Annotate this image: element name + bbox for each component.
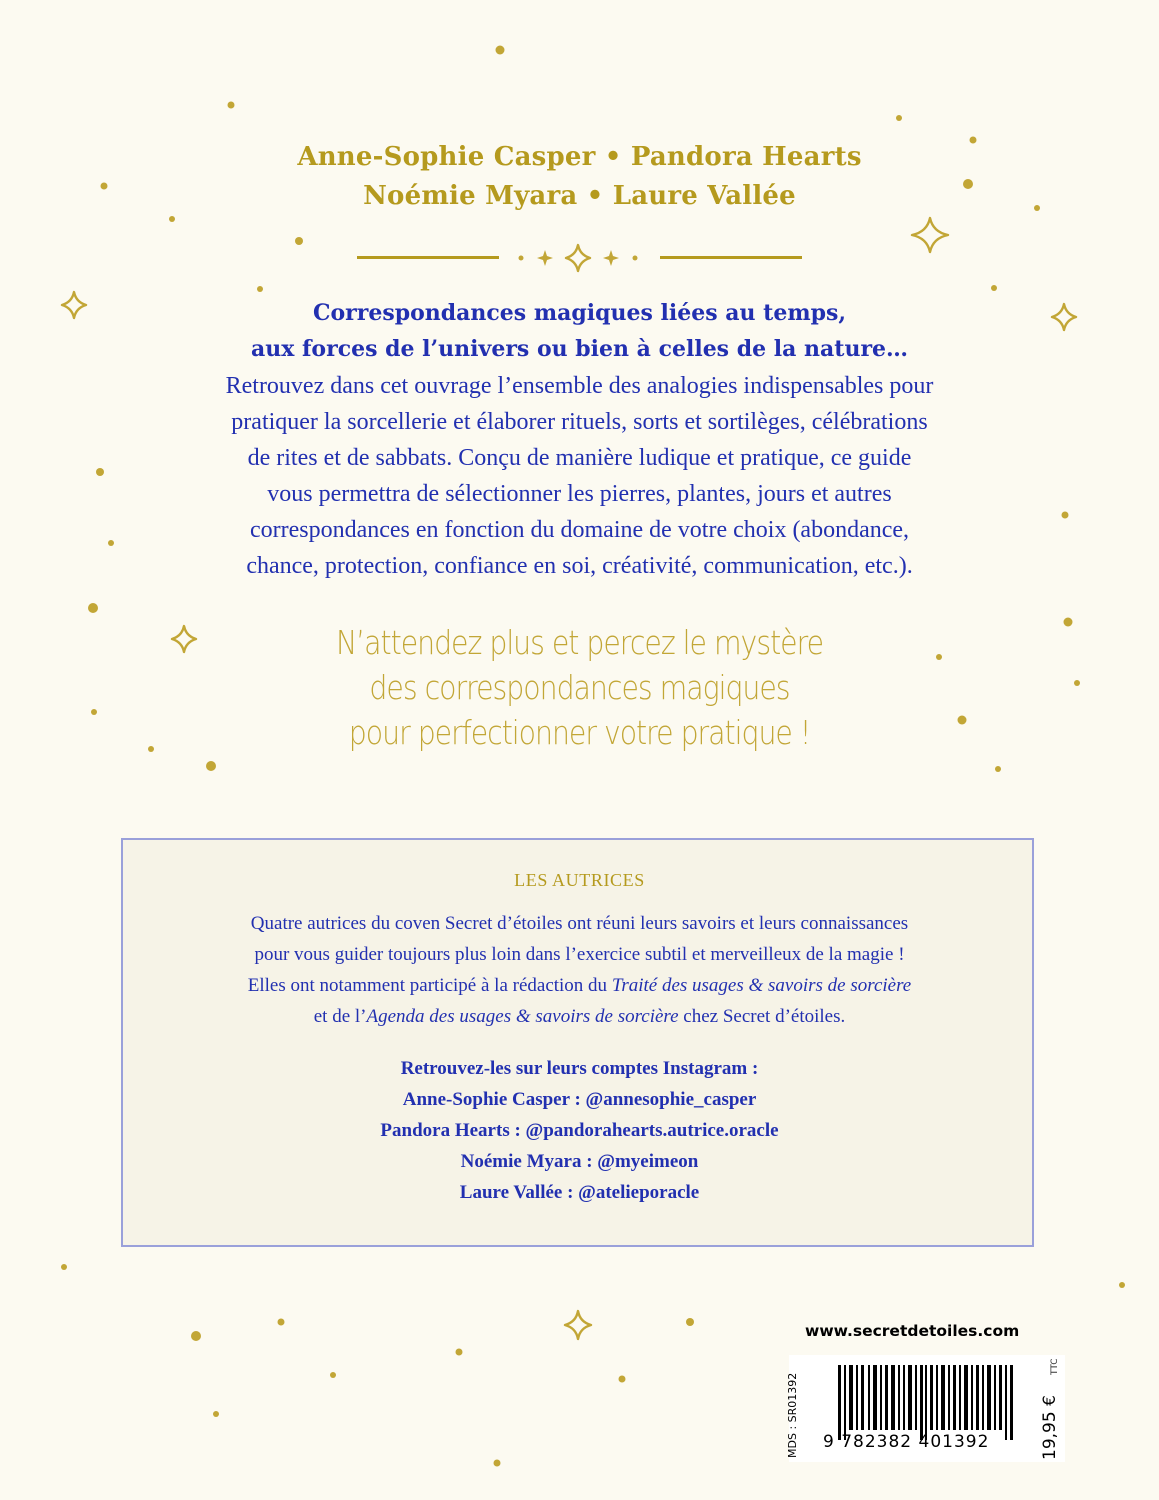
star-dot (1119, 1282, 1125, 1288)
star-dot (619, 1376, 626, 1383)
text-segment: et de l’ (313, 1006, 367, 1027)
star-dot (61, 1264, 67, 1270)
book-title: Agenda des usages & savoirs de sorcière (366, 1006, 679, 1027)
divider-line-right (660, 256, 802, 259)
tagline-line: pour perfectionner votre pratique ! (348, 713, 811, 752)
body-line: chance, protection, confiance en soi, créativité, communication, etc.). (246, 553, 913, 579)
star-dot (496, 46, 505, 55)
body-line: vous permettra de sélectionner les pierres, plantes, jours et autres (267, 481, 892, 507)
star-dot (456, 1349, 463, 1356)
barcode-digits: 9 782382 401392 (823, 1432, 990, 1452)
divider-line-left (357, 256, 499, 259)
sparkle-icon (566, 245, 590, 271)
star-dot (278, 1319, 285, 1326)
star-dot (213, 1411, 219, 1417)
star-dot (494, 1460, 501, 1467)
divider-cross (537, 250, 553, 266)
website-link[interactable]: www.secretdetoiles.com (805, 1322, 1020, 1340)
authors-box-line: pour vous guider toujours plus loin dans l’exercice subtil et merveilleux de la magie ! (254, 944, 905, 965)
instagram-handle: Pandora Hearts : @pandorahearts.autrice.oracle (380, 1120, 779, 1141)
tagline-line: N’attendez plus et percez le mystère (335, 623, 824, 662)
star-dot (991, 285, 997, 291)
lead-line-2: aux forces de l’univers ou bien à celles de la nature… (250, 336, 909, 362)
star-dot (228, 102, 235, 109)
text-segment: chez Secret d’étoiles. (678, 1006, 846, 1027)
body-line: correspondances en fonction du domaine de votre choix (abondance, (249, 517, 910, 543)
price: 19,95 € (1040, 1395, 1060, 1460)
mds-code: MDS : SR01392 (786, 1372, 799, 1458)
instagram-handle: Noémie Myara : @myeimeon (460, 1151, 699, 1172)
instagram-handle: Anne-Sophie Casper : @annesophie_casper (402, 1089, 757, 1110)
instagram-handle: Laure Vallée : @ateliероracle (459, 1182, 700, 1203)
body-line: de rites et de sabbats. Conçu de manière ludique et pratique, ce guide (247, 445, 912, 471)
body-line: pratiquer la sorcellerie et élaborer rituels, sorts et sortilèges, célébrations (231, 409, 928, 435)
star-dot (295, 237, 303, 245)
star-dot (257, 286, 263, 292)
instagram-title: Retrouvez-les sur leurs comptes Instagram : (400, 1058, 759, 1079)
divider-dot (633, 256, 638, 261)
tagline-line: des correspondances magiques (369, 668, 790, 707)
star-dot (88, 603, 98, 613)
authors-box-title: LES AUTRICES (514, 870, 645, 890)
text-segment: Elles ont notamment participé à la rédaction du (247, 975, 612, 996)
price-suffix: TTC (1050, 1358, 1060, 1375)
star-dot (191, 1331, 201, 1341)
star-dot (896, 115, 902, 121)
star-dot (169, 216, 175, 222)
authors-box-line (0, 1006, 1159, 1028)
star-dot (995, 766, 1001, 772)
star-dot (206, 761, 216, 771)
body-line: Retrouvez dans cet ouvrage l’ensemble des analogies indispensables pour (225, 373, 934, 399)
authors-line-2: Noémie Myara • Laure Vallée (363, 181, 796, 211)
authors-box-line (0, 975, 1159, 997)
sparkle-icon (565, 1311, 591, 1339)
star-dot (330, 1372, 336, 1378)
authors-box-line: Quatre autrices du coven Secret d’étoiles ont réuni leurs savoirs et leurs connaissances (250, 913, 909, 934)
divider-dot (519, 256, 524, 261)
book-title: Traité des usages & savoirs de sorcière (611, 975, 912, 996)
star-dot (686, 1318, 694, 1326)
lead-line-1: Correspondances magiques liées au temps, (312, 300, 847, 326)
divider-cross (603, 250, 619, 266)
sparkle-icon (912, 218, 948, 252)
authors-line-1: Anne-Sophie Casper • Pandora Hearts (297, 142, 862, 172)
